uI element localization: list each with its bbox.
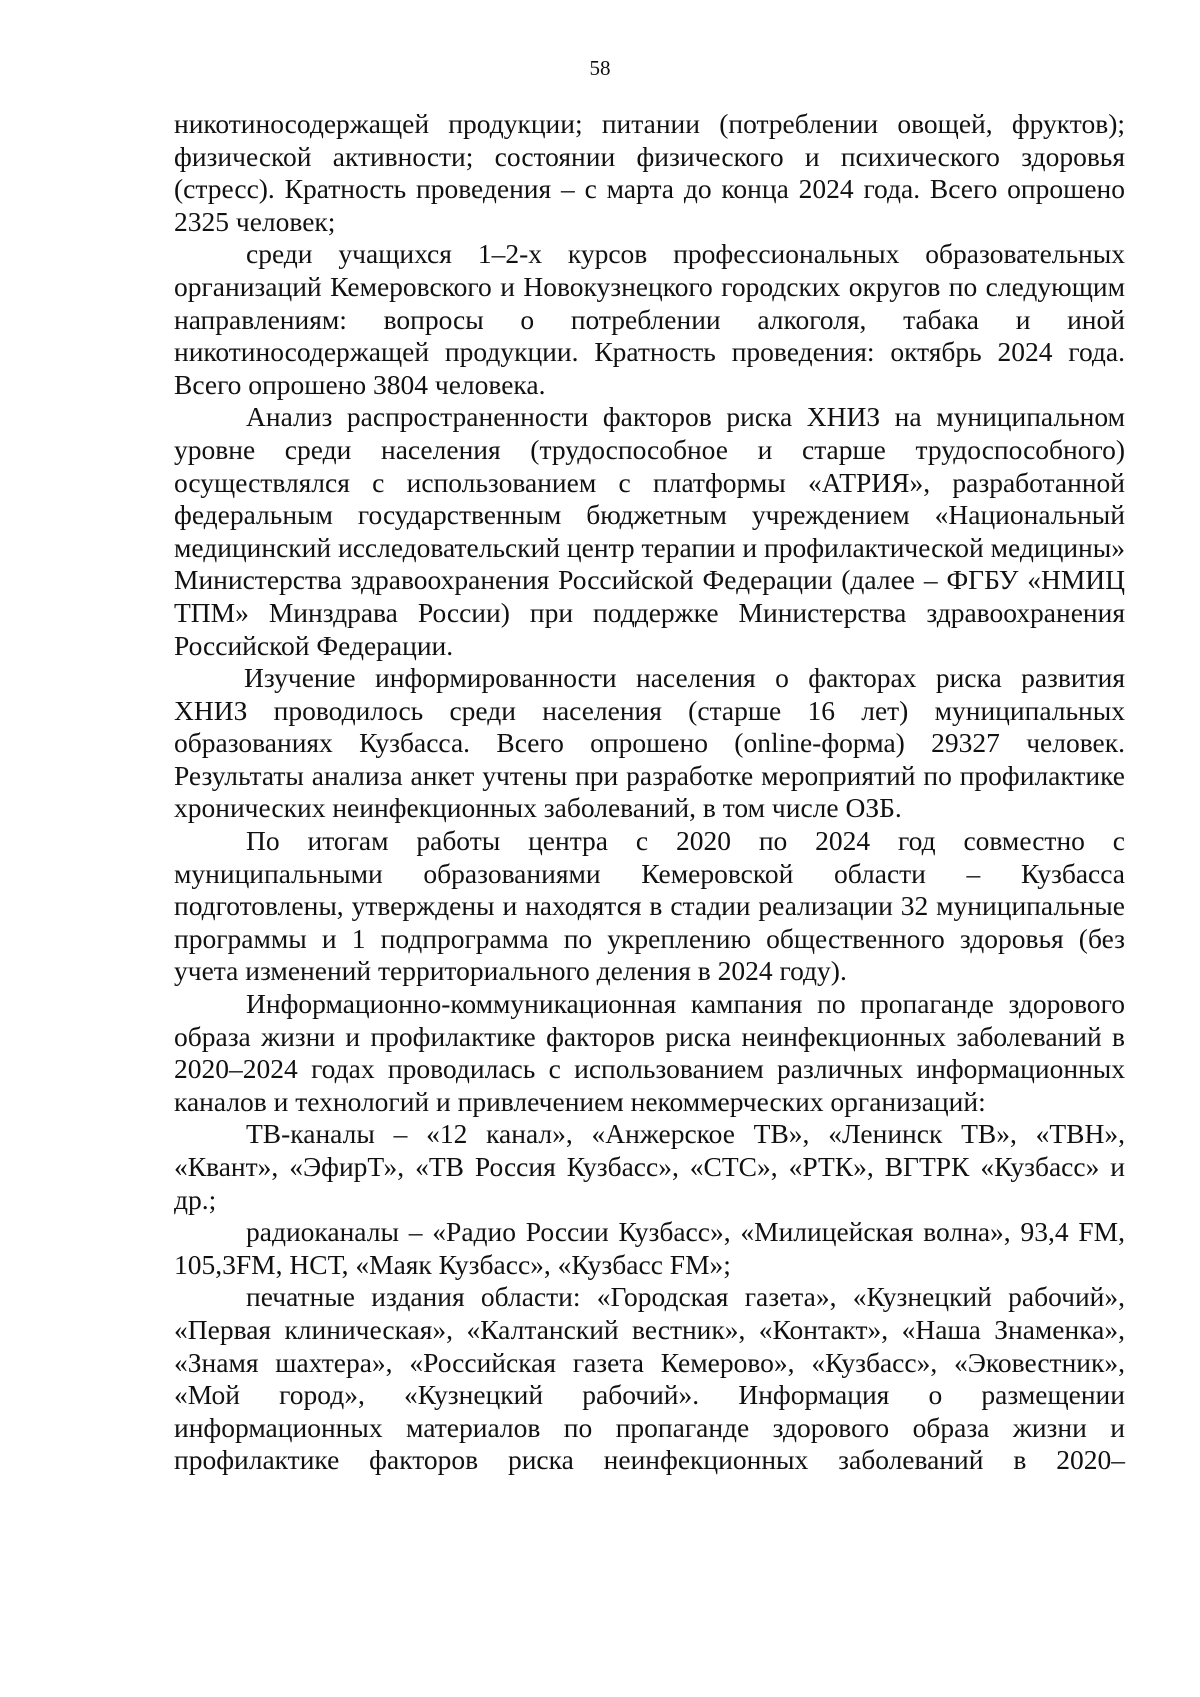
document-body [174,108,1125,1477]
paragraph-survey-students: среди учащихся 1–2-х курсов профессиональных образовательных организаций Кемеровского и Новокузнецкого городских округов по следующим направлениям: вопросы о потреблении алкоголя, табака и иной никотиносодержащей продукции. Кратность проведения: октябрь 2024 года. Всего опрошено 3804 человека. [174,238,1125,400]
paragraph-atria-analysis: Анализ распространенности факторов риска ХНИЗ на муниципальном уровне среди населения (трудоспособное и старше трудоспособного) осуществлялся с использованием с платформы «АТРИЯ», разработанной федеральным государственным бюджетным учреждением «Национальный медицинский исследовательский центр терапии и профилактической медицины» Министерства здравоохранения Российской Федерации (далее – ФГБУ «НМИЦ ТПМ» Минздрава России) при поддержке Министерства здравоохранения Российской Федерации. [174,401,1125,661]
page-number: 58 [589,56,611,80]
paragraph-tv-channels: ТВ-каналы – «12 канал», «Анжерское ТВ», «Ленинск ТВ», «ТВН», «Квант», «ЭфирТ», «ТВ Россия Кузбасс», «СТС», «РТК», ВГТРК «Кузбасс» и др.; [174,1118,1125,1215]
paragraph-radio-channels: радиоканалы – «Радио России Кузбасс», «Милицейская волна», 93,4 FM, 105,3FM, НСТ, «Маяк Кузбасс», «Кузбасс FM»; [174,1216,1125,1280]
paragraph-awareness-study: Изучение информированности населения о факторах риска развития ХНИЗ проводилось среди населения (старше 16 лет) муниципальных образованиях Кузбасса. Всего опрошено (online-форма) 29327 человек. Результаты анализа анкет учтены при разработке мероприятий по профилактике хронических неинфекционных заболеваний, в том числе ОЗБ. [174,662,1125,824]
paragraph-municipal-programs: По итогам работы центра с 2020 по 2024 год совместно с муниципальными образованиями Кемеровской области – Кузбасса подготовлены, утверждены и находятся в стадии реализации 32 муниципальные программы и 1 подпрограмма по укреплению общественного здоровья (без учета изменений территориального деления в 2024 году). [174,825,1125,987]
paragraph-survey-adults-end: никотиносодержащей продукции; питании (потреблении овощей, фруктов); физической активности; состоянии физического и психического здоровья (стресс). Кратность проведения – с марта до конца 2024 года. Всего опрошено 2325 человек; [174,108,1125,237]
paragraph-info-campaign: Информационно-коммуникационная кампания по пропаганде здорового образа жизни и профилактике факторов риска неинфекционных заболеваний в 2020–2024 годах проводилась с использованием различных информационных каналов и технологий и привлечением некоммерческих организаций: [174,988,1125,1117]
paragraph-print-media: печатные издания области: «Городская газета», «Кузнецкий рабочий», «Первая клиническая», «Калтанский вестник», «Контакт», «Наша Знаменка», «Знамя шахтера», «Российская газета Кемерово», «Кузбасс», «Эковестник», «Мой город», «Кузнецкий рабочий». Информация о размещении информационных материалов по пропаганде здорового образа жизни и профилактике факторов риска неинфекционных заболеваний в 2020– [174,1281,1125,1476]
